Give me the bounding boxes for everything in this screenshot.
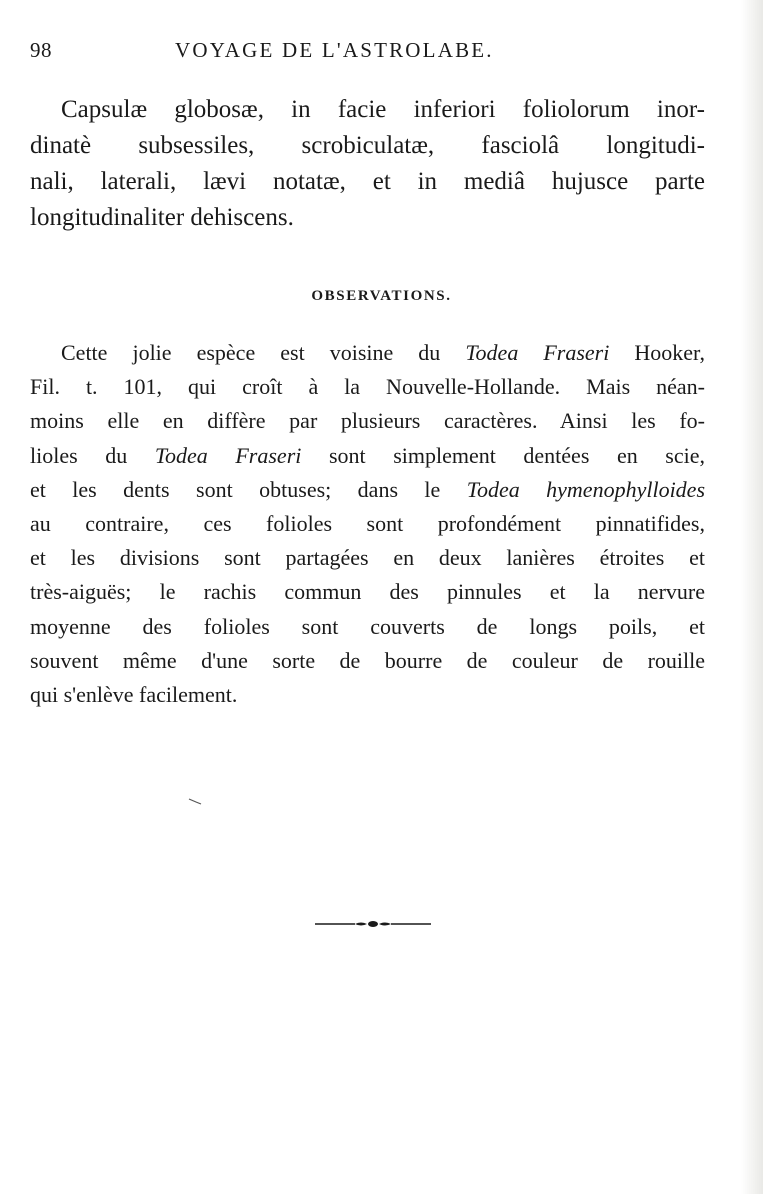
species-name: Todea Fraseri	[154, 442, 302, 468]
observations-paragraph	[30, 336, 705, 712]
running-title: VOYAGE DE L'ASTROLABE.	[175, 38, 494, 62]
text-run: Hooker,	[609, 340, 705, 365]
ink-speck	[188, 798, 202, 806]
paragraph-line: au contraire, ces folioles sont profondément pinnatifides,	[30, 511, 705, 537]
text-run: lioles du	[30, 442, 155, 468]
paragraph-line: très-aiguës; le rachis commun des pinnules et la nervure	[30, 579, 705, 605]
latin-description	[30, 92, 705, 236]
paragraph-line: souvent même d'une sorte de bourre de couleur de rouille	[30, 647, 705, 673]
latin-line: longitudinaliter dehiscens.	[30, 204, 294, 231]
running-header	[30, 38, 710, 68]
paragraph-line: qui s'enlève facilement.	[30, 682, 238, 708]
latin-line: nali, laterali, lævi notatæ, et in mediâ hujusce parte	[30, 168, 705, 195]
paragraph-line: et les divisions sont partagées en deux lanières étroites et	[30, 545, 705, 571]
latin-line: Capsulæ globosæ, in facie inferiori foliolorum inor-	[61, 96, 705, 123]
latin-line: dinatè subsessiles, scrobiculatæ, fasciolâ longitudi-	[30, 132, 705, 159]
paragraph-line	[30, 439, 705, 473]
species-name: Todea hymenophylloides	[466, 476, 706, 502]
section-heading: OBSERVATIONS.	[311, 288, 452, 304]
tailpiece-ornament-icon	[315, 917, 431, 931]
paragraph-line: moyenne des folioles sont couverts de longs poils, et	[30, 613, 705, 639]
text-run: Cette jolie espèce est voisine du	[61, 340, 466, 365]
species-name: Todea Fraseri	[465, 340, 610, 365]
text-run: et les dents sont obtuses; dans le	[30, 476, 467, 502]
paragraph-line: Fil. t. 101, qui croît à la Nouvelle-Hollande. Mais néan-	[30, 374, 705, 400]
paragraph-line	[30, 473, 705, 507]
paragraph-line: moins elle en diffère par plusieurs caractères. Ainsi les fo-	[30, 408, 705, 434]
text-run: sont simplement dentées en scie,	[301, 442, 705, 468]
page-number: 98	[30, 38, 52, 62]
page-edge-shadow	[741, 0, 763, 1194]
paragraph-line	[30, 336, 705, 370]
